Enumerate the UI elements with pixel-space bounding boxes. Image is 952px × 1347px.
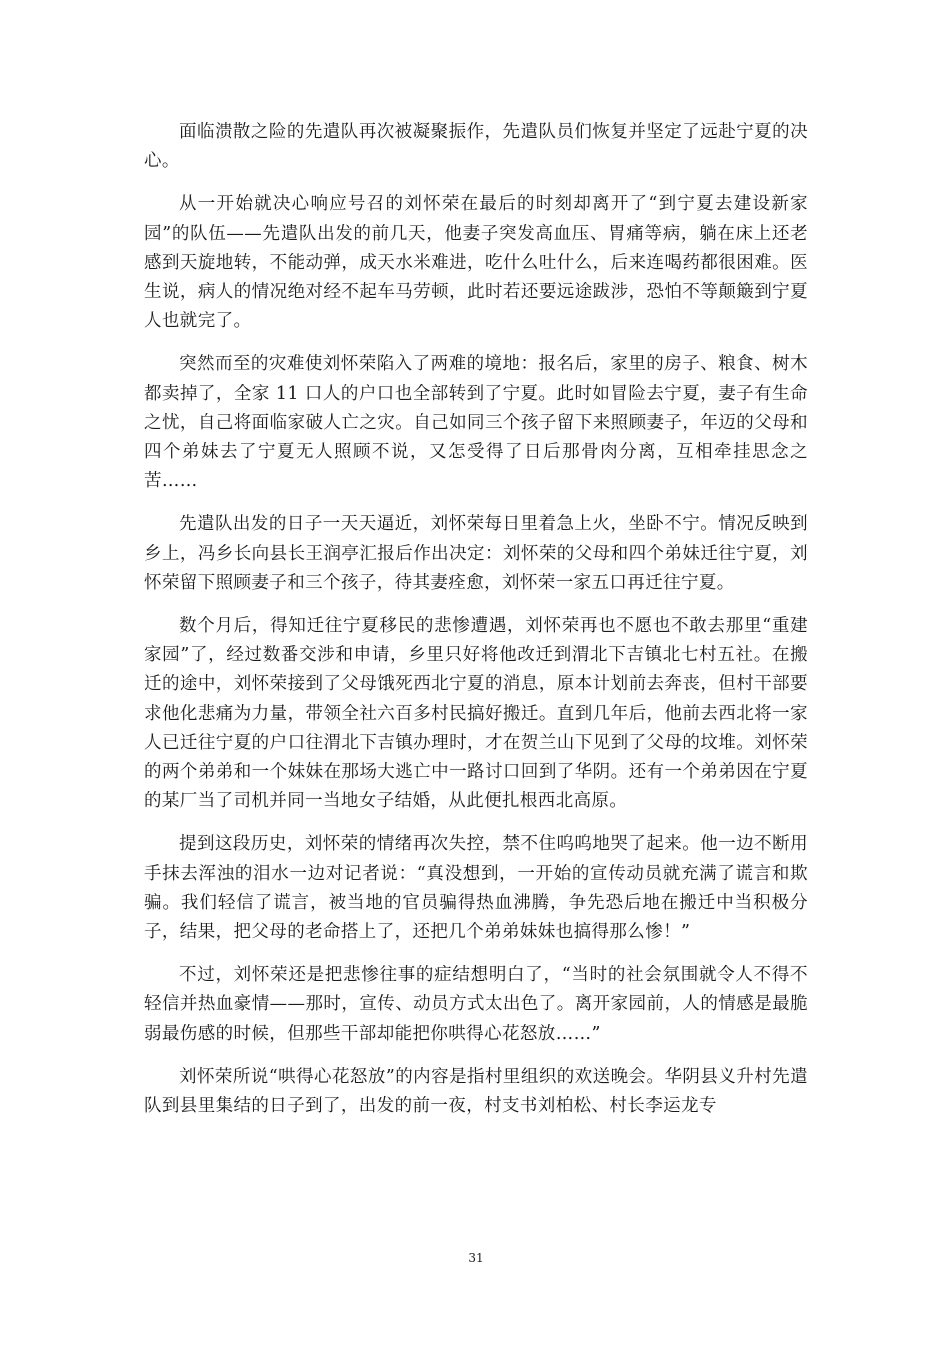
page-number: 31 [468, 1251, 484, 1265]
paragraph-3: 突然而至的灾难使刘怀荣陷入了两难的境地：报名后，家里的房子、粮食、树木都卖掉了，全家 11 口人的户口也全部转到了宁夏。此时如冒险去宁夏，妻子有生命之忧，自己将面临家破人亡之灾。自己如同三个孩子留下来照顾妻子，年迈的父母和四个弟妹去了宁夏无人照顾不说，又怎受得了日后那骨肉分离，互相牵挂思念之苦…… [144, 354, 808, 492]
paragraph-6: 提到这段历史，刘怀荣的情绪再次失控，禁不住呜呜地哭了起来。他一边不断用手抹去浑浊的泪水一边对记者说：“真没想到，一开始的宣传动员就充满了谎言和欺骗。我们轻信了谎言，被当地的官员骗得热血沸腾，争先恐后地在搬迁中当积极分子，结果，把父母的老命搭上了，还把几个弟弟妹妹也搞得那么惨！” [144, 834, 808, 943]
body-text [144, 118, 808, 1135]
paragraph-1: 面临溃散之险的先遣队再次被凝聚振作，先遣队员们恢复并坚定了远赴宁夏的决心。 [144, 122, 808, 172]
paragraph-7: 不过，刘怀荣还是把悲惨往事的症结想明白了，“当时的社会氛围就令人不得不轻信并热血豪情——那时，宣传、动员方式太出色了。离开家园前，人的情感是最脆弱最伤感的时候，但那些干部却能把你哄得心花怒放……” [144, 965, 808, 1044]
paragraph-2: 从一开始就决心响应号召的刘怀荣在最后的时刻却离开了“到宁夏去建设新家园”的队伍——先遣队出发的前几天，他妻子突发高血压、胃痛等病，躺在床上还老感到天旋地转，不能动弹，成天水米难进，吃什么吐什么，后来连喝药都很困难。医生说，病人的情况绝对经不起车马劳顿，此时若还要远途跋涉，恐怕不等颠簸到宁夏人也就完了。 [144, 194, 808, 332]
paragraph-4: 先遣队出发的日子一天天逼近，刘怀荣每日里着急上火，坐卧不宁。情况反映到乡上，冯乡长向县长王润亭汇报后作出决定：刘怀荣的父母和四个弟妹迁往宁夏，刘怀荣留下照顾妻子和三个孩子，待其妻痊愈，刘怀荣一家五口再迁往宁夏。 [144, 514, 808, 593]
paragraph-8: 刘怀荣所说“哄得心花怒放”的内容是指村里组织的欢送晚会。华阴县义升村先遣队到县里集结的日子到了，出发的前一夜，村支书刘柏松、村长李运龙专 [144, 1066, 808, 1117]
paragraph-5: 数个月后，得知迁往宁夏移民的悲惨遭遇，刘怀荣再也不愿也不敢去那里“重建家园”了，经过数番交涉和申请，乡里只好将他改迁到渭北下吉镇北七村五社。在搬迁的途中，刘怀荣接到了父母饿死西北宁夏的消息，原本计划前去奔丧，但村干部要求他化悲痛为力量，带领全社六百多村民搞好搬迁。直到几年后，他前去西北将一家人已迁往宁夏的户口往渭北下吉镇办理时，才在贺兰山下见到了父母的坟堆。刘怀荣的两个弟弟和一个妹妹在那场大逃亡中一路讨口回到了华阴。还有一个弟弟因在宁夏的某厂当了司机并同一当地女子结婚，从此便扎根西北高原。 [144, 616, 808, 812]
